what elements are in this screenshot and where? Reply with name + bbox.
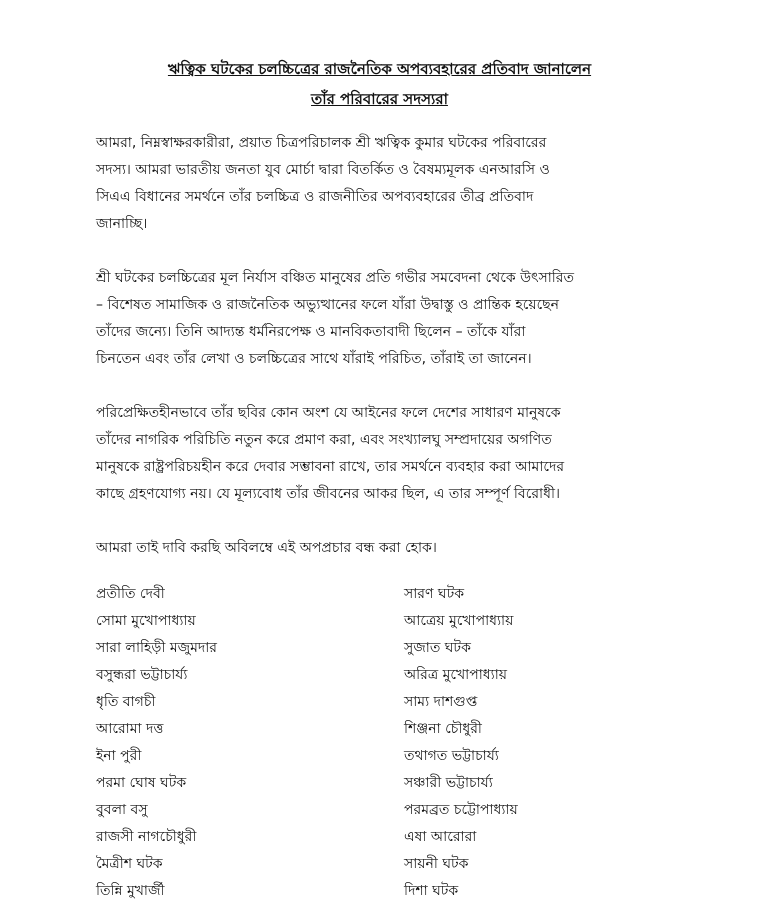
signatory-name: সারণ ঘটক <box>404 586 464 602</box>
paragraph-line: চিনতেন এবং তাঁর লেখা ও চলচ্চিত্রের সাথে যাঁরাই পরিচিত, তাঁরাই তা জানেন। <box>96 351 532 367</box>
signatory-name: মৈত্রীশ ঘটক <box>96 856 163 872</box>
signatory-name: প্রতীতি দেবী <box>96 586 165 602</box>
paragraph-line: জানাচ্ছি। <box>96 216 148 232</box>
paragraph-line: মানুষকে রাষ্ট্রপরিচয়হীন করে দেবার সম্ভাবনা রাখে, তার সমর্থনে ব্যবহার করা আমাদের <box>96 459 565 475</box>
paragraph-line: শ্রী ঘটকের চলচ্চিত্রের মূল নির্যাস বঞ্চিত মানুষের প্রতি গভীর সমবেদনা থেকে উৎসারিত <box>96 270 575 286</box>
paragraph-line: আমরা, নিম্নস্বাক্ষরকারীরা, প্রয়াত চিত্রপরিচালক শ্রী ঋত্বিক কুমার ঘটকের পরিবারের <box>96 135 547 151</box>
signatory-name: আরোমা দত্ত <box>96 721 164 737</box>
signatory-name: সোমা মুখোপাধ্যায় <box>96 613 196 629</box>
signatory-name: রাজসী নাগচৌধুরী <box>96 829 197 845</box>
signatory-name: ধৃতি বাগচী <box>96 694 156 710</box>
signatory-name: এষা আরোরা <box>404 829 477 845</box>
paragraph-line: কাছে গ্রহণযোগ্য নয়। যে মূল্যবোধ তাঁর জীবনের আকর ছিল, এ তার সম্পূর্ণ বিরোধী। <box>96 486 560 502</box>
paragraph-line: – বিশেষত সামাজিক ও রাজনৈতিক অভ্যুত্থানের ফলে যাঁরা উদ্বাস্তু ও প্রান্তিক হয়েছেন <box>96 297 560 313</box>
signatory-name: অরিত্র মুখোপাধ্যায় <box>404 667 507 683</box>
paragraph-line: আমরা তাই দাবি করছি অবিলম্বে এই অপপ্রচার বন্ধ করা হোক। <box>96 540 437 556</box>
paragraph-line: সিএএ বিধানের সমর্থনে তাঁর চলচ্চিত্র ও রাজনীতির অপব্যবহারের তীব্র প্রতিবাদ <box>96 189 534 205</box>
signatory-name: সায়নী ঘটক <box>404 856 469 872</box>
signatory-name: সুজাত ঘটক <box>404 640 471 656</box>
signatory-name: শিঞ্জনা চৌধুরী <box>404 721 482 737</box>
signatory-name: দিশা ঘটক <box>404 883 459 899</box>
signatory-name: বসুন্ধরা ভট্টাচার্য্য <box>96 667 188 683</box>
signatory-name: তথাগত ভট্টাচার্য্য <box>404 748 499 764</box>
paragraph-line: সদস্য। আমরা ভারতীয় জনতা যুব মোর্চা দ্বারা বিতর্কিত ও বৈষম্যমূলক এনআরসি ও <box>96 162 550 178</box>
signatory-name: বুবলা বসু <box>96 802 148 818</box>
signatory-name: সারা লাহিড়ী মজুমদার <box>96 640 218 656</box>
paragraph-line: পরিপ্রেক্ষিতহীনভাবে তাঁর ছবির কোন অংশ যে আইনের ফলে দেশের সাধারণ মানুষকে <box>96 405 561 421</box>
paragraph-line: তাঁদের নাগরিক পরিচিতি নতুন করে প্রমাণ করা, এবং সংখ্যালঘু সম্প্রদায়ের অগণিত <box>96 432 552 448</box>
document-title-line-1: ঋত্বিক ঘটকের চলচ্চিত্রের রাজনৈতিক অপব্যবহারের প্রতিবাদ জানালেন <box>167 60 592 78</box>
signatory-name: ইনা পুরী <box>96 748 142 764</box>
signatory-name: পরমব্রত চট্টোপাধ্যায় <box>404 802 518 818</box>
document-title-line-2: তাঁর পরিবারের সদস্যরা <box>311 90 448 108</box>
signatory-name: আত্রেয় মুখোপাধ্যায় <box>404 613 514 629</box>
signatory-name: সঞ্চারী ভট্টাচার্য্য <box>404 775 493 791</box>
signatory-name: সাম্য দাশগুপ্ত <box>404 694 478 710</box>
paragraph-line: তাঁদের জন্যে। তিনি আদ্যন্ত ধর্মনিরপেক্ষ ও মানবিকতাবাদী ছিলেন – তাঁকে যাঁরা <box>96 324 526 340</box>
signatory-name: পরমা ঘোষ ঘটক <box>96 775 187 791</box>
signatory-name: তিন্নি মুখার্জী <box>96 883 165 899</box>
